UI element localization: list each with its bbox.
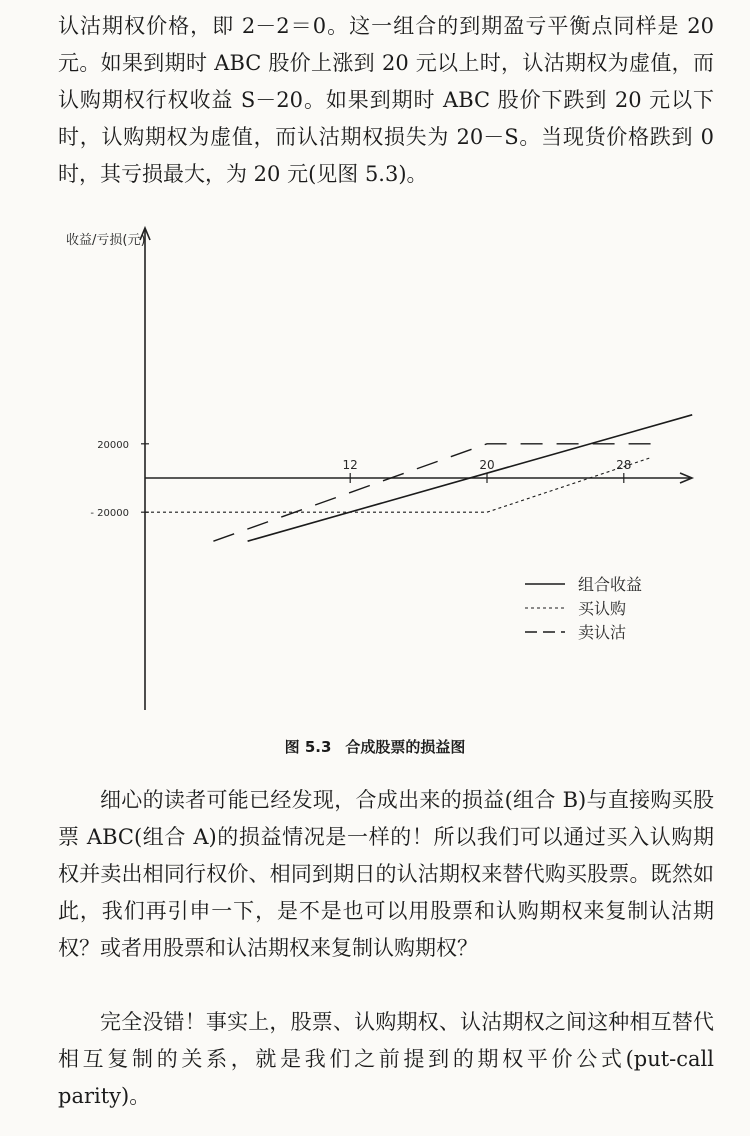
legend-label-1: 买认购 bbox=[578, 599, 627, 618]
paragraph-2: 细心的读者可能已经发现，合成出来的损益(组合 B)与直接购买股票 ABC(组合 A)的损益情况是一样的！所以我们可以通过买入认购期权并卖出相同行权价、相同到期日的认沽期权来替代购买股票。既然如此，我们再引申一下，是不是也可以用股票和认购期权来复制认沽期权？或者用股票和认沽期权来复制认购期权？ bbox=[58, 788, 714, 960]
series-line-1 bbox=[145, 458, 651, 513]
y-tick-label-0: 20000 bbox=[97, 439, 129, 451]
figure-caption bbox=[0, 736, 750, 757]
y-axis-label: 收益/亏损(元) bbox=[66, 233, 146, 248]
y-tick-label-1: - 20000 bbox=[90, 508, 129, 520]
legend-label-0: 组合收益 bbox=[578, 575, 643, 594]
x-tick-label-20: 20 bbox=[479, 458, 495, 472]
paragraph-3: 完全没错！事实上，股票、认购期权、认沽期权之间这种相互替代相互复制的关系，就是我们之前提到的期权平价公式(put-call parity)。 bbox=[58, 1010, 714, 1108]
legend-label-2: 卖认沽 bbox=[578, 623, 627, 642]
x-tick-label-28: 28 bbox=[616, 458, 632, 472]
caption-number: 图 5.3 bbox=[284, 738, 332, 756]
payoff-figure bbox=[0, 210, 750, 730]
chart-layer bbox=[90, 228, 692, 710]
paragraph-1: 认沽期权价格，即 2－2＝0。这一组合的到期盈亏平衡点同样是 20 元。如果到期时 ABC 股价上涨到 20 元以上时，认沽期权为虚值，而认购期权行权收益 S－20。如果到期时 ABC 股价下跌到 20 元以下时，认购期权为虚值，而认沽期权损失为 20－S。当现货价格跌到 0 时，其亏损最大，为 20 元(见图 5.3)。 bbox=[58, 14, 714, 186]
x-tick-label-12: 12 bbox=[342, 458, 358, 472]
series-line-2 bbox=[213, 444, 658, 541]
caption-title: 合成股票的损益图 bbox=[345, 738, 466, 756]
